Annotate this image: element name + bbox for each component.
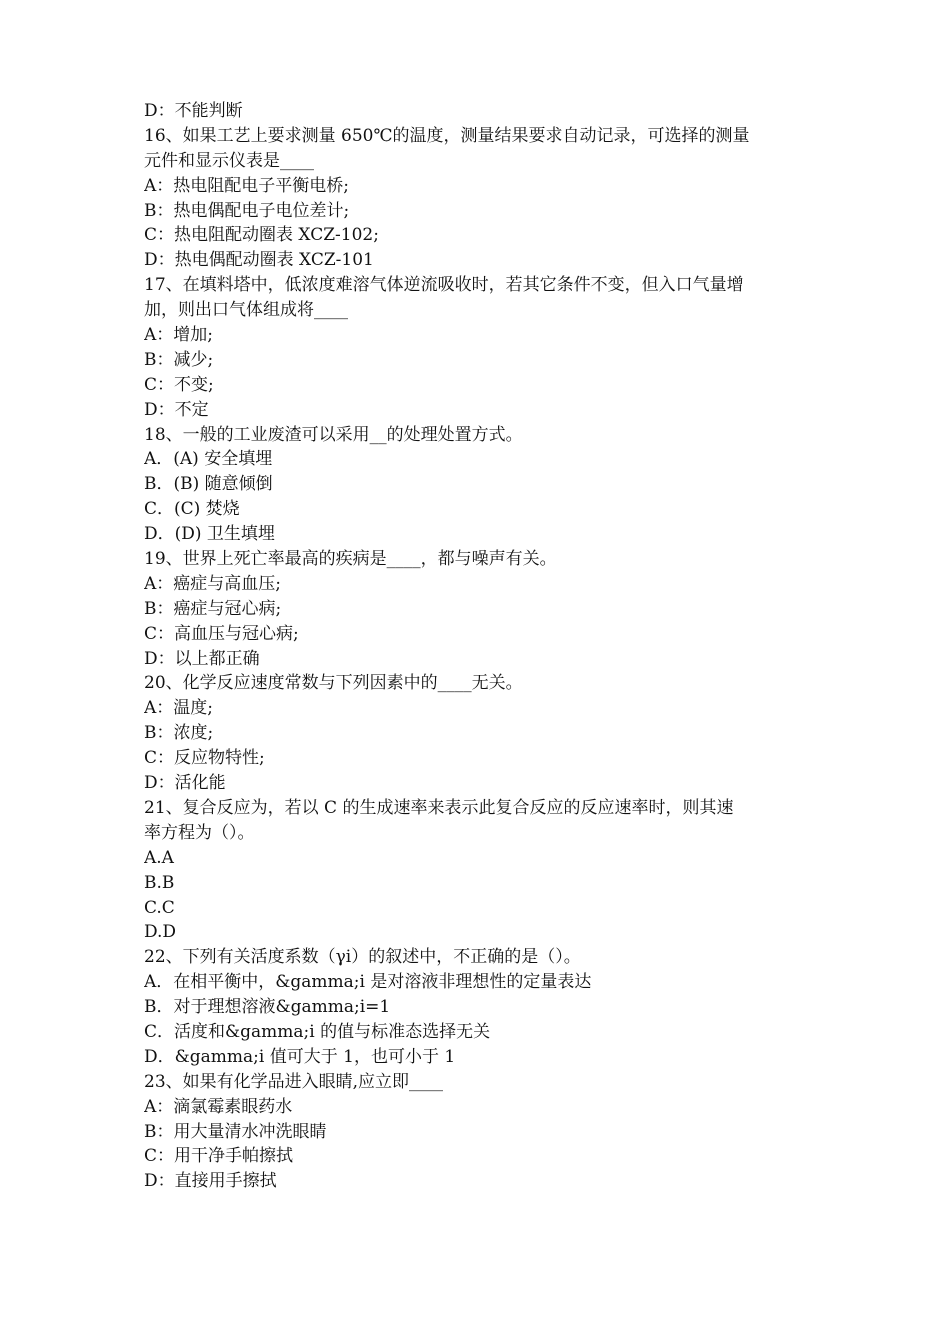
- text-line: A：温度;: [144, 698, 214, 719]
- text-line: A：滴氯霉素眼药水: [144, 1096, 293, 1117]
- text-line: D：热电偶配动圈表 XCZ-101: [144, 250, 374, 271]
- text-line: C：反应物特性;: [144, 748, 265, 769]
- text-line: A．在相平衡中，&gamma;i 是对溶液非理想性的定量表达: [144, 972, 592, 993]
- text-line: 16、如果工艺上要求测量 650℃的温度，测量结果要求自动记录，可选择的测量: [144, 125, 750, 146]
- text-line: B：减少;: [144, 349, 214, 370]
- text-line: B．对于理想溶液&gamma;i=1: [144, 997, 391, 1018]
- text-line: 22、下列有关活度系数（γi）的叙述中，不正确的是（）。: [144, 947, 581, 968]
- text-line: A.A: [144, 847, 174, 868]
- text-line: 19、世界上死亡率最高的疾病是____，都与噪声有关。: [144, 549, 557, 570]
- text-line: D.D: [144, 922, 177, 943]
- text-line: 20、化学反应速度常数与下列因素中的____无关。: [144, 673, 523, 694]
- text-line: B.B: [144, 872, 175, 893]
- question-text-block: [144, 99, 820, 1194]
- text-line: A：癌症与高血压;: [144, 573, 282, 594]
- text-line: B．(B) 随意倾倒: [144, 474, 273, 495]
- text-line: D：直接用手擦拭: [144, 1171, 277, 1192]
- text-line: 率方程为（）。: [144, 822, 255, 843]
- text-line: D：不能判断: [144, 101, 243, 121]
- text-line: D：不定: [144, 399, 209, 420]
- text-line: C．(C) 焚烧: [144, 499, 240, 520]
- text-line: C：不变;: [144, 374, 214, 395]
- text-line: 加，则出口气体组成将____: [144, 300, 348, 321]
- text-line: C．活度和&gamma;i 的值与标准态选择无关: [144, 1021, 491, 1042]
- text-line: B：癌症与冠心病;: [144, 598, 282, 619]
- text-line: 23、如果有化学品进入眼睛,应立即____: [144, 1071, 444, 1092]
- text-line: B：用大量清水冲洗眼睛: [144, 1121, 327, 1142]
- text-line: 元件和显示仪表是____: [144, 150, 314, 171]
- text-line: B：热电偶配电子电位差计;: [144, 200, 350, 221]
- text-line: A：增加;: [144, 325, 214, 346]
- text-line: 17、在填料塔中，低浓度难溶气体逆流吸收时，若其它条件不变，但入口气量增: [144, 275, 744, 296]
- text-line: D．&gamma;i 值可大于 1，也可小于 1: [144, 1046, 456, 1067]
- text-line: C：热电阻配动圈表 XCZ-102;: [144, 225, 379, 246]
- text-line: D：活化能: [144, 773, 226, 794]
- text-line: D．(D) 卫生填埋: [144, 524, 275, 545]
- text-line: D：以上都正确: [144, 648, 260, 669]
- text-line: A：热电阻配电子平衡电桥;: [144, 175, 350, 196]
- text-line: C：高血压与冠心病;: [144, 623, 299, 644]
- text-line: A．(A) 安全填埋: [144, 449, 273, 470]
- text-line: B：浓度;: [144, 723, 214, 744]
- text-line: C：用干净手帕擦拭: [144, 1146, 294, 1167]
- text-line: 21、复合反应为，若以 C 的生成速率来表示此复合反应的反应速率时，则其速: [144, 797, 734, 818]
- text-line: 18、一般的工业废渣可以采用__的处理处置方式。: [144, 424, 523, 445]
- text-line: C.C: [144, 897, 175, 918]
